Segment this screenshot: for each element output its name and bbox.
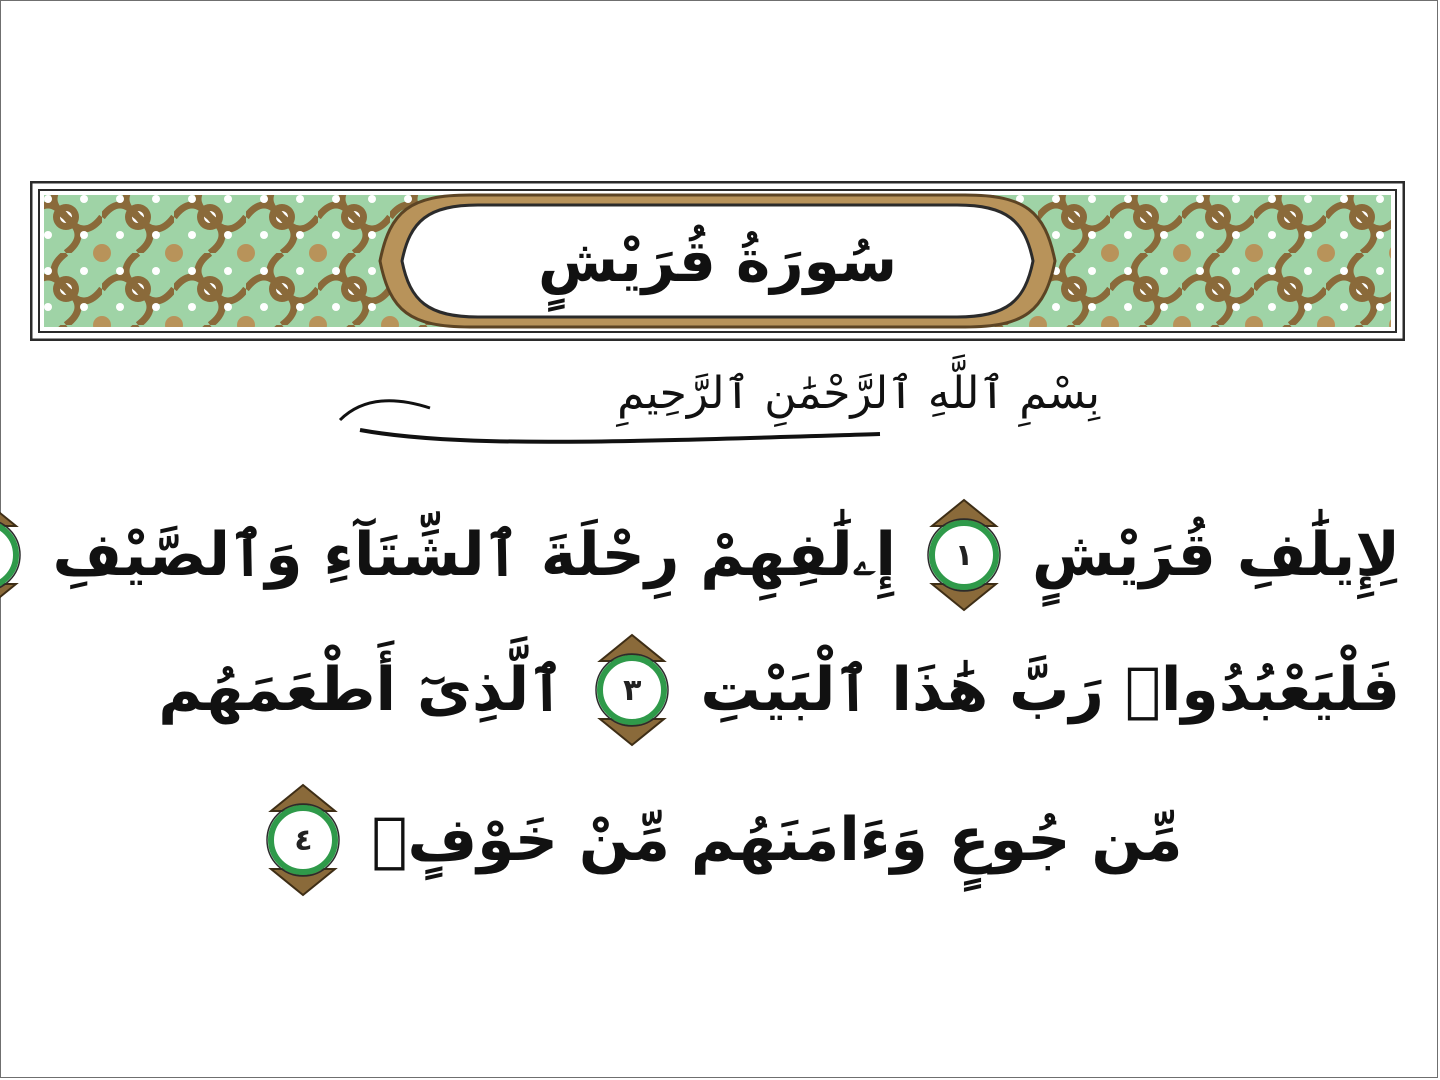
verse-line-3 bbox=[40, 775, 1400, 905]
basmala bbox=[320, 360, 1110, 465]
verse-text: لِإِيلَٰفِ قُرَيْشٍ bbox=[1032, 520, 1400, 590]
ayah-number: ١ bbox=[954, 537, 974, 573]
ayah-number-marker bbox=[0, 496, 30, 614]
verse-line-2 bbox=[40, 625, 1400, 755]
verse-text: إِۦلَٰفِهِمْ رِحْلَةَ ٱلشِّتَآءِ وَٱلصَّيْفِ bbox=[52, 520, 896, 590]
surah-header-banner bbox=[30, 181, 1405, 341]
ayah-number-marker bbox=[586, 631, 678, 749]
verse-text: ٱلَّذِىٓ أَطْعَمَهُم bbox=[158, 655, 565, 725]
verse-line-1 bbox=[40, 490, 1400, 620]
ayah-number: ٣ bbox=[623, 672, 642, 708]
ayah-number: ٤ bbox=[294, 822, 313, 858]
surah-title: سُورَةُ قُرَيْشٍ bbox=[537, 227, 898, 295]
basmala-text: بِسْمِ ٱللَّهِ ٱلرَّحْمَٰنِ ٱلرَّحِيمِ bbox=[617, 368, 1100, 419]
verse-text: مِّن جُوعٍ وَءَامَنَهُم مِّنْ خَوْفٍۭ bbox=[371, 805, 1183, 875]
ayah-number-marker bbox=[918, 496, 1010, 614]
ayah-number-marker bbox=[257, 781, 349, 899]
ayah-number bbox=[0, 496, 30, 614]
verse-text: فَلْيَعْبُدُوا۟ رَبَّ هَٰذَا ٱلْبَيْتِ bbox=[700, 655, 1400, 725]
